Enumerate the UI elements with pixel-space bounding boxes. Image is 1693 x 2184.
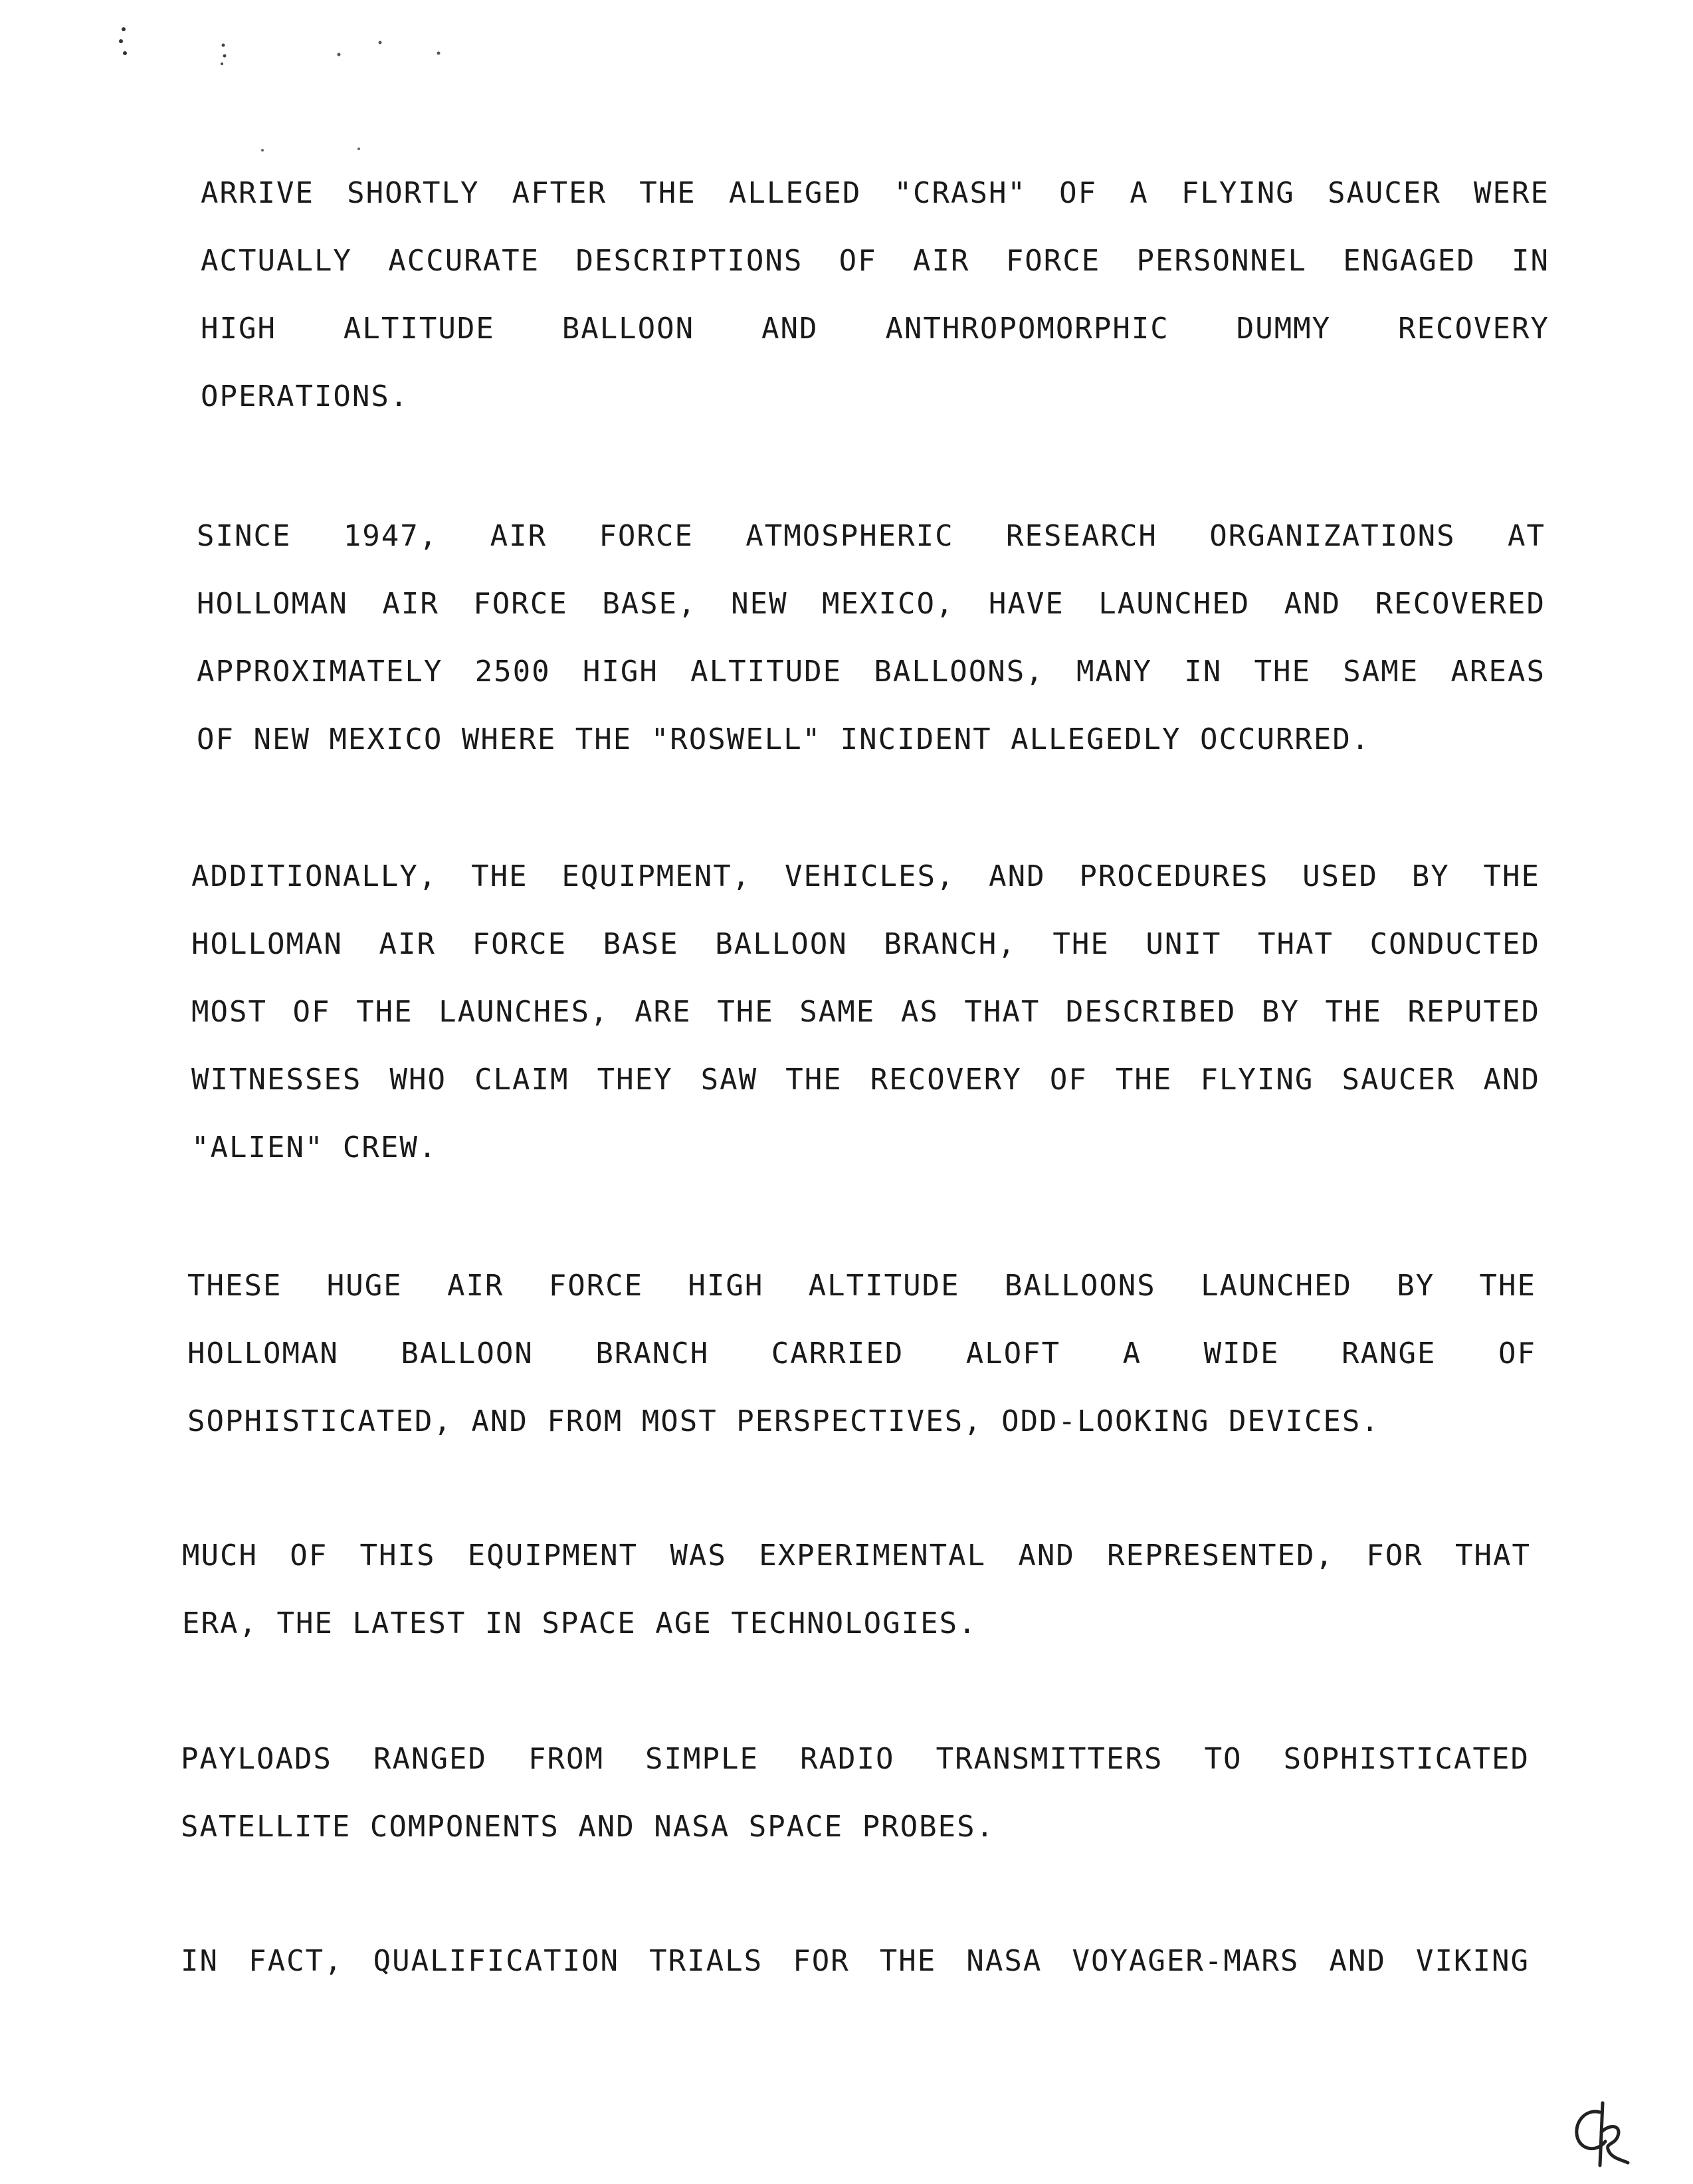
paragraph-2 xyxy=(197,502,1545,774)
text-line: MOST OF THE LAUNCHES, ARE THE SAME AS THAT DESCRIBED BY THE REPUTED xyxy=(191,995,1540,1029)
paragraph-5 xyxy=(182,1522,1531,1658)
handwritten-initials xyxy=(1561,2094,1641,2173)
text-line: MUCH OF THIS EQUIPMENT WAS EXPERIMENTAL AND REPRESENTED, FOR THAT xyxy=(182,1539,1531,1573)
text-line: OF NEW MEXICO WHERE THE "ROSWELL" INCIDENT ALLEGEDLY OCCURRED. xyxy=(197,722,1371,756)
text-line: IN FACT, QUALIFICATION TRIALS FOR THE NASA VOYAGER-MARS AND VIKING xyxy=(181,1944,1530,1978)
text-line: ADDITIONALLY, THE EQUIPMENT, VEHICLES, AND PROCEDURES USED BY THE xyxy=(191,859,1540,893)
text-line: ERA, THE LATEST IN SPACE AGE TECHNOLOGIES. xyxy=(182,1606,977,1640)
text-line: HOLLOMAN BALLOON BRANCH CARRIED ALOFT A WIDE RANGE OF xyxy=(187,1337,1536,1370)
paragraph-3 xyxy=(191,843,1540,1182)
text-line: HOLLOMAN AIR FORCE BASE, NEW MEXICO, HAVE LAUNCHED AND RECOVERED xyxy=(197,587,1545,621)
paragraph-7 xyxy=(181,1927,1530,1995)
text-line: APPROXIMATELY 2500 HIGH ALTITUDE BALLOONS, MANY IN THE SAME AREAS xyxy=(197,655,1545,689)
text-line: PAYLOADS RANGED FROM SIMPLE RADIO TRANSMITTERS TO SOPHISTICATED xyxy=(181,1742,1530,1776)
text-line: ACTUALLY ACCURATE DESCRIPTIONS OF AIR FORCE PERSONNEL ENGAGED IN xyxy=(201,244,1549,278)
text-line: OPERATIONS. xyxy=(201,380,409,413)
text-line: SINCE 1947, AIR FORCE ATMOSPHERIC RESEARCH ORGANIZATIONS AT xyxy=(197,519,1545,553)
text-line: "ALIEN" CREW. xyxy=(191,1131,438,1164)
text-line: ARRIVE SHORTLY AFTER THE ALLEGED "CRASH" OF A FLYING SAUCER WERE xyxy=(201,176,1549,210)
paragraph-6 xyxy=(181,1725,1530,1861)
text-line: HOLLOMAN AIR FORCE BASE BALLOON BRANCH, THE UNIT THAT CONDUCTED xyxy=(191,927,1540,961)
text-line: THESE HUGE AIR FORCE HIGH ALTITUDE BALLOONS LAUNCHED BY THE xyxy=(187,1269,1536,1303)
paragraph-1 xyxy=(201,160,1549,431)
text-line: SOPHISTICATED, AND FROM MOST PERSPECTIVES, ODD-LOOKING DEVICES. xyxy=(187,1404,1380,1438)
text-line: HIGH ALTITUDE BALLOON AND ANTHROPOMORPHIC DUMMY RECOVERY xyxy=(201,312,1549,346)
text-line: SATELLITE COMPONENTS AND NASA SPACE PROBES. xyxy=(181,1810,995,1844)
paragraph-4 xyxy=(187,1252,1536,1456)
text-line: WITNESSES WHO CLAIM THEY SAW THE RECOVERY OF THE FLYING SAUCER AND xyxy=(191,1063,1540,1097)
